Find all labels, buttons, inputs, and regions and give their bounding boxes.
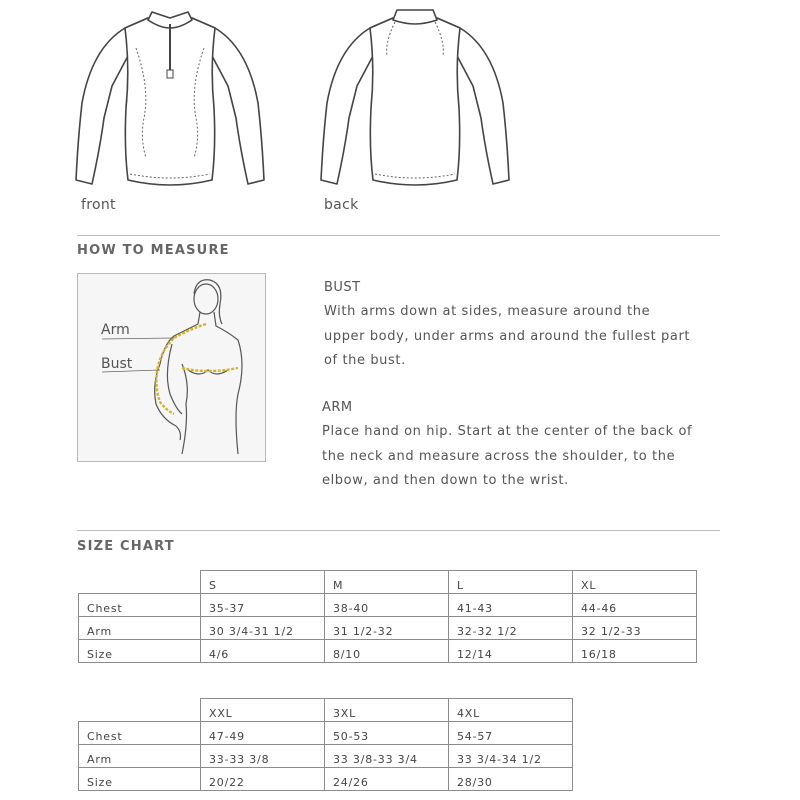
table-cell: 12/14 [449,640,573,663]
table-row [79,640,697,663]
table-header-row [79,571,697,594]
table-cell: 32-32 1/2 [449,617,573,640]
size-column-header: M [325,571,449,594]
table-cell: 28/30 [449,768,573,791]
row-label: Size [79,640,201,663]
table-cell: 20/22 [201,768,325,791]
row-label: Size [79,768,201,791]
size-column-header: L [449,571,573,594]
row-label: Arm [79,617,201,640]
size-column-header: 3XL [325,699,449,722]
section-divider [77,530,720,531]
row-label: Chest [79,722,201,745]
arm-line: Place hand on hip. Start at the center of the back of [322,424,693,439]
size-chart-title: SIZE CHART [77,539,175,554]
bust-instructions [324,300,690,374]
table-cell: 8/10 [325,640,449,663]
arm-diagram-label: Arm [101,322,130,338]
arm-line: elbow, and then down to the wrist. [322,473,569,488]
size-column-header: S [201,571,325,594]
bust-heading: BUST [324,280,361,295]
size-table-standard [78,570,697,663]
table-cell: 33 3/4-34 1/2 [449,745,573,768]
table-row [79,745,573,768]
table-cell: 54-57 [449,722,573,745]
row-label: Arm [79,745,201,768]
table-row [79,594,697,617]
table-header-row [79,699,573,722]
front-caption: front [81,197,116,213]
table-row [79,768,573,791]
table-row [79,617,697,640]
table-cell: 4/6 [201,640,325,663]
table-cell: 24/26 [325,768,449,791]
table-cell: 44-46 [573,594,697,617]
table-row [79,722,573,745]
table-cell: 35-37 [201,594,325,617]
bust-line: With arms down at sides, measure around the [324,304,651,319]
front-garment-illustration [70,8,270,193]
how-to-measure-title: HOW TO MEASURE [77,243,230,258]
size-column-header: XL [573,571,697,594]
bust-line: of the bust. [324,353,406,368]
bust-line: upper body, under arms and around the fullest part [324,328,691,344]
arm-line: the neck and measure across the shoulder, to the [322,448,676,464]
size-table-extended [78,698,573,791]
table-cell: 50-53 [325,722,449,745]
table-cell: 47-49 [201,722,325,745]
table-cell: 33-33 3/8 [201,745,325,768]
arm-instructions [322,420,692,494]
size-column-header: XXL [201,699,325,722]
section-divider [77,235,720,236]
table-cell: 33 3/8-33 3/4 [325,745,449,768]
table-cell: 30 3/4-31 1/2 [201,617,325,640]
table-cell: 38-40 [325,594,449,617]
row-label: Chest [79,594,201,617]
size-column-header: 4XL [449,699,573,722]
back-caption: back [324,197,359,213]
table-cell: 16/18 [573,640,697,663]
bust-diagram-label: Bust [101,356,133,372]
table-cell: 32 1/2-33 [573,617,697,640]
table-cell: 31 1/2-32 [325,617,449,640]
table-cell: 41-43 [449,594,573,617]
arm-heading: ARM [322,400,353,415]
back-garment-illustration [315,8,515,193]
measurement-diagram [77,273,266,462]
